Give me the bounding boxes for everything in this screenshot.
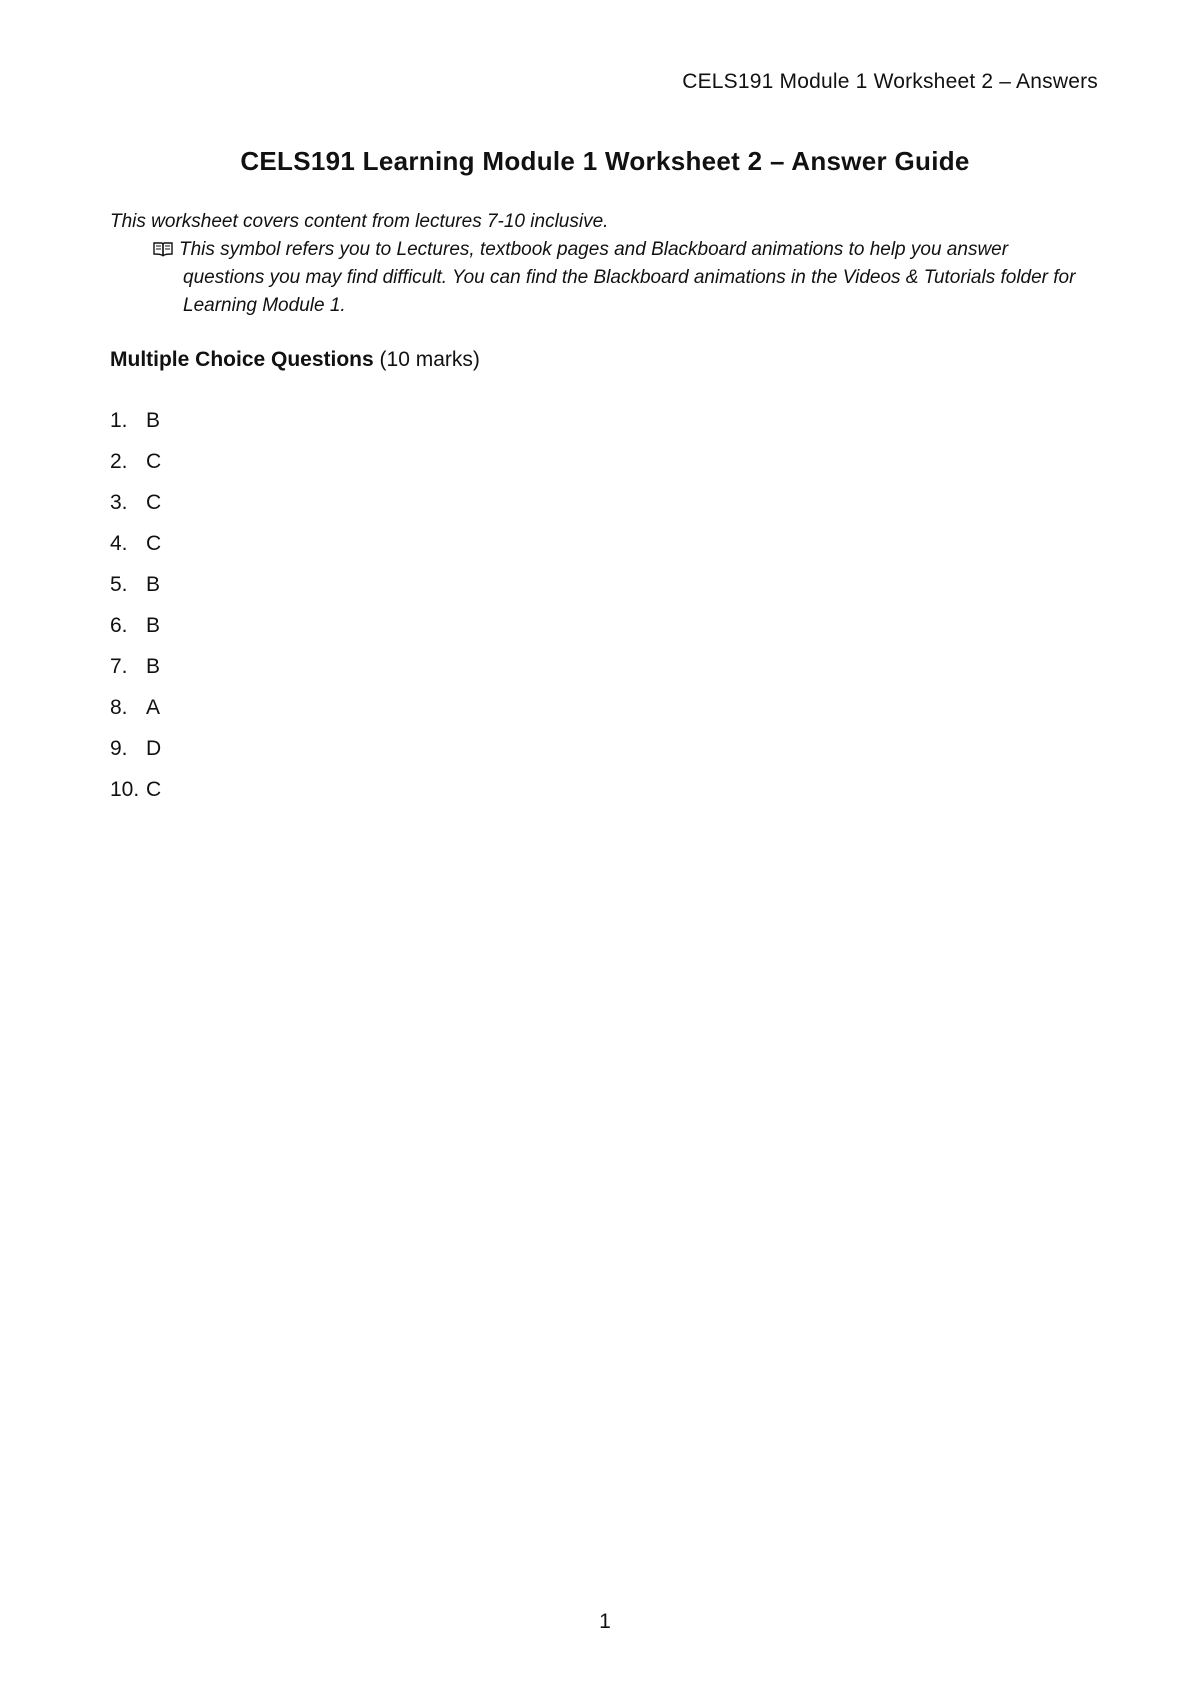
- answer-number: 7.: [110, 655, 128, 678]
- answer-item: [110, 400, 161, 441]
- answer-item: [110, 523, 161, 564]
- answer-item: [110, 605, 161, 646]
- book-icon: [153, 238, 173, 254]
- intro-text: This worksheet covers content from lectures 7-10 inclusive.: [110, 211, 609, 232]
- answer-item: [110, 564, 161, 605]
- answer-letter: D: [146, 737, 162, 760]
- answer-letter: B: [146, 573, 161, 596]
- answer-item: [110, 769, 161, 810]
- answer-letter: B: [146, 655, 161, 678]
- note-text-block: [110, 236, 1090, 320]
- answer-number: 5.: [110, 573, 128, 596]
- answer-letter: C: [146, 778, 162, 801]
- intro-block: [110, 208, 1090, 320]
- page-number: 1: [599, 1610, 611, 1633]
- answer-item: [110, 441, 161, 482]
- answer-letter: B: [146, 409, 161, 432]
- answer-item: [110, 687, 161, 728]
- answer-letter: A: [146, 696, 161, 719]
- answer-letter: C: [146, 450, 162, 473]
- note-text: This symbol refers you to Lectures, textbook pages and Blackboard animations to help you answer questions you may find difficult. You can find the Blackboard animations in the Videos & Tutorials folder for Learning Module 1.: [179, 239, 1076, 316]
- answer-item: [110, 646, 161, 687]
- answer-list: [110, 400, 161, 810]
- answer-letter: C: [146, 532, 162, 555]
- answer-number: 9.: [110, 737, 128, 760]
- answer-number: 4.: [110, 532, 128, 555]
- document-title: CELS191 Learning Module 1 Worksheet 2 – Answer Guide: [240, 146, 970, 176]
- section-heading-marks: (10 marks): [373, 348, 480, 371]
- section-heading-title: Multiple Choice Questions: [110, 348, 374, 371]
- answer-letter: C: [146, 491, 162, 514]
- answer-number: 8.: [110, 696, 128, 719]
- answer-number: 6.: [110, 614, 128, 637]
- answer-number: 3.: [110, 491, 128, 514]
- running-header: CELS191 Module 1 Worksheet 2 – Answers: [682, 70, 1098, 93]
- answer-number: 10.: [110, 778, 140, 801]
- section-heading: [110, 348, 480, 372]
- answer-item: [110, 728, 161, 769]
- answer-letter: B: [146, 614, 161, 637]
- answer-item: [110, 482, 161, 523]
- answer-number: 1.: [110, 409, 128, 432]
- answer-number: 2.: [110, 450, 128, 473]
